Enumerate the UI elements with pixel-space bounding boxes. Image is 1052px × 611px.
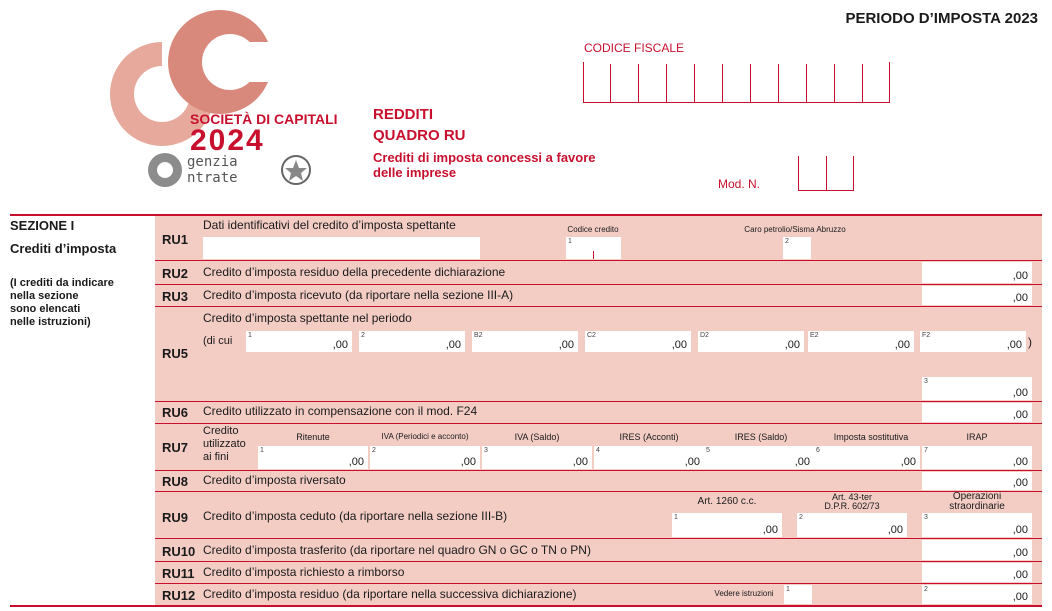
ru11-label: Credito d’imposta richiesto a rimborso: [203, 565, 405, 579]
ru10-label: Credito d’imposta trasferito (da riportare nel quadro GN o GC o TN o PN): [203, 543, 591, 557]
ru5-field-f2-amount: ,00: [1006, 339, 1022, 351]
ru7-field-2-idx: 2: [372, 447, 376, 454]
ru7-field-4[interactable]: [594, 446, 704, 469]
agency-a-icon: [145, 150, 185, 190]
ru9-col-art43-b: D.P.R. 602/73: [824, 501, 880, 511]
ru9-field-3[interactable]: [922, 513, 1032, 537]
ru9-field-2-amount: ,00: [887, 524, 903, 536]
quadro-subtitle-2: delle imprese: [373, 165, 457, 180]
ru7-field-7-amount: ,00: [1012, 456, 1028, 468]
ru1-codice-credito-input[interactable]: [566, 237, 621, 259]
ru7-col-imposta-sostitutiva: Imposta sostitutiva: [833, 432, 909, 442]
ru6-code: RU6: [162, 405, 189, 420]
ru5-label: Credito d’imposta spettante nel periodo: [203, 311, 412, 325]
ru5-field-b2[interactable]: [472, 331, 578, 352]
ru9-label: Credito d’imposta ceduto (da riportare nella sezione III-B): [203, 509, 508, 523]
ru7-col-ires-acconti: IRES (Acconti): [619, 432, 679, 442]
section-subtitle: Crediti d’imposta: [10, 241, 117, 256]
ru5-field-e2-idx: E2: [810, 332, 819, 339]
ru3-code: RU3: [162, 289, 189, 304]
ru7-col-ires-saldo: IRES (Saldo): [734, 432, 788, 442]
agency-line2: ntrate: [187, 170, 238, 186]
ru5-field-1-idx: 1: [248, 332, 252, 339]
ru1-idx1: 1: [568, 238, 572, 245]
ru7-field-5-amount: ,00: [794, 456, 810, 468]
agency-line1: genzia: [187, 154, 238, 170]
ru7-field-1-idx: 1: [260, 447, 264, 454]
ru7-label-3: ai fini: [203, 451, 229, 463]
codice-fiscale-input[interactable]: [583, 62, 890, 103]
period-title: PERIODO D’IMPOSTA 2023: [845, 10, 1038, 27]
section-note: [10, 277, 114, 329]
ru7-field-5[interactable]: [704, 446, 814, 469]
ru5-field-d2[interactable]: [698, 331, 804, 352]
ru2-label: Credito d’imposta residuo della precedente dichiarazione: [203, 265, 506, 279]
ru7-label-1: Credito: [203, 425, 239, 437]
ru6-label: Credito utilizzato in compensazione con il mod. F24: [203, 404, 478, 418]
ru10-amount: ,00: [1012, 547, 1028, 559]
ru5-close-paren: ): [1028, 335, 1032, 349]
ru6-amount-input[interactable]: [922, 403, 1032, 422]
ru9-field-2-idx: 2: [799, 514, 803, 521]
brand-year: 2024: [190, 124, 265, 157]
mod-n-label: Mod. N.: [718, 177, 761, 191]
ru5-field-3-idx: 3: [924, 378, 928, 385]
ru5-field-e2-amount: ,00: [894, 339, 910, 351]
ru5-field-b2-idx: B2: [474, 332, 483, 339]
mod-n-input[interactable]: [798, 156, 854, 191]
ru7-field-6[interactable]: [814, 446, 920, 469]
codice-fiscale-label: CODICE FISCALE: [584, 41, 685, 55]
ru5-field-f2-idx: F2: [922, 332, 931, 339]
ru7-field-5-idx: 5: [706, 447, 710, 454]
ru1-idx2: 2: [785, 238, 789, 245]
ru7-field-2[interactable]: [370, 446, 480, 469]
ru7-col-iva-saldo: IVA (Saldo): [514, 432, 560, 442]
ru12-field-2-idx: 2: [924, 586, 928, 593]
redditi-title: REDDITI: [373, 106, 433, 123]
ru9-col-art43-a: Art. 43-ter: [831, 492, 872, 502]
ru12-field-1-idx: 1: [786, 586, 790, 593]
ru9-code: RU9: [162, 510, 189, 525]
section-note-1: (I crediti da indicare: [10, 277, 114, 289]
ru5-field-b2-amount: ,00: [558, 339, 574, 351]
ru5-field-3[interactable]: [922, 377, 1032, 400]
ru9-col-oper-b: straordinarie: [949, 501, 1005, 512]
ru6-amount: ,00: [1012, 409, 1028, 421]
ru10-code: RU10: [162, 544, 196, 559]
ru12-field-2-amount: ,00: [1012, 591, 1028, 603]
ru9-field-2[interactable]: [797, 513, 907, 537]
ru9-col-art1260: Art. 1260 c.c.: [697, 496, 757, 507]
ru7-field-1-amount: ,00: [348, 456, 364, 468]
ru7-label-2: utilizzato: [203, 438, 246, 450]
ru5-field-d2-idx: D2: [700, 332, 709, 339]
ru5-field-3-amount: ,00: [1012, 387, 1028, 399]
ru8-code: RU8: [162, 474, 189, 489]
ru3-amount: ,00: [1012, 292, 1028, 304]
ru8-amount-input[interactable]: [922, 472, 1032, 490]
ru9-field-3-amount: ,00: [1012, 524, 1028, 536]
ru7-field-4-amount: ,00: [684, 456, 700, 468]
ru1-caro-petrolio-label: Caro petrolio/Sisma Abruzzo: [744, 225, 846, 234]
ru5-field-2-amount: ,00: [445, 339, 461, 351]
ru7-field-3-idx: 3: [484, 447, 488, 454]
ru12-code: RU12: [162, 588, 196, 603]
ru11-amount: ,00: [1012, 569, 1028, 581]
agency-logo: [145, 148, 315, 194]
ru2-amount-input[interactable]: [922, 262, 1032, 283]
ru7-field-6-idx: 6: [816, 447, 820, 454]
ru7-code: RU7: [162, 440, 189, 455]
ru8-amount: ,00: [1012, 477, 1028, 489]
ru1-code: RU1: [162, 232, 189, 247]
ru2-code: RU2: [162, 266, 189, 281]
ru5-field-2[interactable]: [359, 331, 465, 352]
ru7-field-7-idx: 7: [924, 447, 928, 454]
ru7-col-ritenute: Ritenute: [296, 432, 330, 442]
ru5-field-f2[interactable]: [920, 331, 1026, 352]
ru3-amount-input[interactable]: [922, 286, 1032, 305]
ru5-field-d2-amount: ,00: [784, 339, 800, 351]
ru12-field-1[interactable]: [784, 585, 812, 604]
ru7-field-7[interactable]: [922, 446, 1032, 469]
ru12-label: Credito d’imposta residuo (da riportare nella successiva dichiarazione): [203, 587, 577, 601]
ru3-label: Credito d’imposta ricevuto (da riportare nella sezione III-A): [203, 288, 514, 302]
ru12-field-2[interactable]: [922, 585, 1032, 604]
ru5-field-1[interactable]: [246, 331, 352, 352]
ru10-amount-input[interactable]: [922, 540, 1032, 560]
section-note-3: sono elencati: [10, 303, 81, 315]
ru5-field-c2-amount: ,00: [671, 339, 687, 351]
ru7-col-iva-periodici: IVA (Periodici e acconto): [381, 432, 469, 441]
ru1-label: Dati identificativi del credito d’imposta spettante: [203, 218, 456, 232]
ru9-field-3-idx: 3: [924, 514, 928, 521]
section-note-2: nella sezione: [10, 290, 79, 302]
emblem-icon: [280, 154, 312, 186]
ru7-col-irap: IRAP: [966, 432, 988, 442]
ru1-codice-credito-label: Codice credito: [567, 225, 619, 234]
ru5-field-c2[interactable]: [585, 331, 691, 352]
ru7-field-3-amount: ,00: [572, 456, 588, 468]
ru9-field-1-amount: ,00: [762, 524, 778, 536]
ru5-field-1-amount: ,00: [332, 339, 348, 351]
ru7-field-4-idx: 4: [596, 447, 600, 454]
ru5-field-e2[interactable]: [808, 331, 914, 352]
section-title: SEZIONE I: [10, 218, 75, 233]
ru1-caro-petrolio-input[interactable]: [783, 237, 811, 259]
ru11-amount-input[interactable]: [922, 563, 1032, 582]
ru12-vedere-istruzioni: Vedere istruzioni: [714, 589, 774, 598]
quadro-subtitle-1: Crediti di imposta concessi a favore: [373, 150, 596, 165]
quadro-title: QUADRO RU: [373, 127, 466, 144]
ru7-field-6-amount: ,00: [900, 456, 916, 468]
ru5-dicui: (di cui: [203, 335, 233, 347]
ru11-code: RU11: [162, 566, 195, 581]
ru7-field-3[interactable]: [482, 446, 592, 469]
section-note-4: nelle istruzioni): [10, 316, 91, 328]
ru5-code: RU5: [162, 346, 189, 361]
ru7-field-2-amount: ,00: [460, 456, 476, 468]
ru8-label: Credito d’imposta riversato: [203, 473, 346, 487]
ru5-field-2-idx: 2: [361, 332, 365, 339]
ru1-description-input[interactable]: [203, 237, 480, 259]
ru9-field-1-idx: 1: [674, 514, 678, 521]
ru5-field-c2-idx: C2: [587, 332, 596, 339]
brand-title: SOCIETÀ DI CAPITALI: [190, 111, 338, 127]
ru9-field-1[interactable]: [672, 513, 782, 537]
ru2-amount: ,00: [1012, 270, 1028, 282]
ru7-field-1[interactable]: [258, 446, 368, 469]
ru9-col-oper-a: Operazioni: [952, 491, 1002, 502]
